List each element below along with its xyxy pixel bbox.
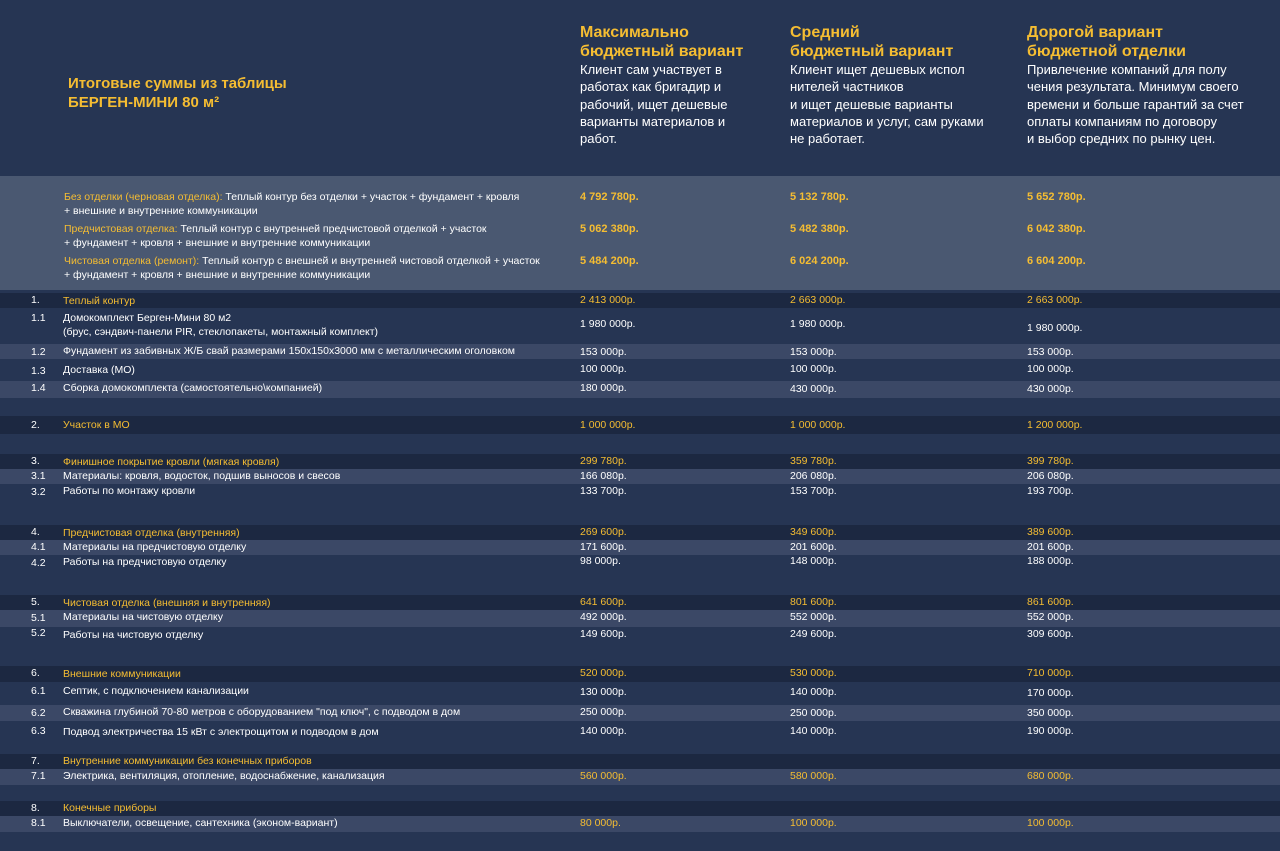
column-description: Клиент ищет дешевых испол нителей частников и ищет дешевые варианты материалов и услуг, сам руками не работает. xyxy=(790,62,984,147)
summary-value: 5 652 780р. xyxy=(1027,191,1086,203)
row-number: 2. xyxy=(31,419,40,431)
summary-value: 4 792 780р. xyxy=(580,191,639,203)
table-row xyxy=(0,627,1280,643)
row-number: 5. xyxy=(31,596,40,608)
row-value: 1 000 000р. xyxy=(580,419,636,431)
row-value: 1 200 000р. xyxy=(1027,419,1083,431)
table-row xyxy=(0,484,1280,499)
row-value: 861 600р. xyxy=(1027,596,1074,608)
table-row-section-8 xyxy=(0,801,1280,816)
row-number: 1.2 xyxy=(31,346,46,358)
row-value: 100 000р. xyxy=(1027,817,1074,829)
row-value: 349 600р. xyxy=(790,526,837,538)
row-value: 359 780р. xyxy=(790,455,837,467)
row-value: 153 000р. xyxy=(580,346,627,358)
row-value: 193 700р. xyxy=(1027,485,1074,497)
column-description: Привлечение компаний для полу чения результата. Минимум своего времени и больше гарантий за счет оплаты компаниям по договору и выбор средних по рынку цен. xyxy=(1027,62,1244,147)
row-value: 430 000р. xyxy=(790,383,837,395)
summary-label-text2: + фундамент + кровля + внешние и внутренние коммуникации xyxy=(64,237,371,249)
row-value: 153 700р. xyxy=(790,485,837,497)
row-label: Работы на предчистовую отделку xyxy=(63,556,227,568)
table-row xyxy=(0,682,1280,704)
column-header-expensive xyxy=(1027,23,1244,147)
row-value: 350 000р. xyxy=(1027,707,1074,719)
row-value: 552 000р. xyxy=(1027,611,1074,623)
row-number: 1.3 xyxy=(31,365,46,377)
row-label: Чистовая отделка (внешняя и внутренняя) xyxy=(63,597,271,609)
summary-label-text: Теплый контур без отделки + участок + фундамент + кровля xyxy=(222,191,520,203)
row-label-line2: (брус, сэндвич-панели PIR, стеклопакеты, монтажный комплект) xyxy=(63,326,379,338)
row-label: Фундамент из забивных Ж/Б свай размерами 150х150х3000 мм с металлическим оголовком xyxy=(63,345,515,357)
row-number: 3.1 xyxy=(31,470,46,482)
row-label: Сборка домокомплекта (самостоятельно\компанией) xyxy=(63,382,323,394)
row-value: 309 600р. xyxy=(1027,628,1074,640)
row-label: Материалы на предчистовую отделку xyxy=(63,541,247,553)
row-value: 249 600р. xyxy=(790,628,837,640)
page-title-line2: БЕРГЕН-МИНИ 80 м² xyxy=(68,94,220,111)
summary-value: 6 042 380р. xyxy=(1027,223,1086,235)
table-header xyxy=(0,0,1280,176)
row-label: Электрика, вентиляция, отопление, водоснабжение, канализация xyxy=(63,770,385,782)
row-value: 680 000р. xyxy=(1027,770,1074,782)
row-value: 190 000р. xyxy=(1027,725,1074,737)
column-header-budget xyxy=(580,23,743,147)
column-title-line2: бюджетный вариант xyxy=(580,43,744,60)
row-label: Работы на чистовую отделку xyxy=(63,629,204,641)
row-label: Скважина глубиной 70-80 метров с оборудованием "под ключ", с подводом в дом xyxy=(63,706,461,718)
summary-value: 6 024 200р. xyxy=(790,255,849,267)
row-label: Участок в МО xyxy=(63,419,130,431)
row-value: 1 980 000р. xyxy=(580,318,636,330)
summary-block xyxy=(0,176,1280,290)
row-value: 133 700р. xyxy=(580,485,627,497)
table-row-section-6 xyxy=(0,666,1280,682)
row-number: 7.1 xyxy=(31,770,46,782)
row-label: Работы по монтажу кровли xyxy=(63,485,196,497)
page-title xyxy=(68,74,287,112)
row-label: Доставка (МО) xyxy=(63,364,135,376)
summary-label xyxy=(64,190,574,218)
row-value: 153 000р. xyxy=(790,346,837,358)
row-number: 4. xyxy=(31,526,40,538)
column-description: Клиент сам участвует в работах как бригадир и рабочий, ищет дешевые варианты материалов и работ. xyxy=(580,62,728,147)
row-value: 130 000р. xyxy=(580,686,627,698)
row-value: 492 000р. xyxy=(580,611,627,623)
row-value: 430 000р. xyxy=(1027,383,1074,395)
column-title-line2: бюджетный вариант xyxy=(790,43,954,60)
row-number: 1. xyxy=(31,294,40,306)
table-row xyxy=(0,610,1280,627)
column-header-medium xyxy=(790,23,984,147)
table-row xyxy=(0,381,1280,398)
row-value: 140 000р. xyxy=(580,725,627,737)
row-value: 1 980 000р. xyxy=(790,318,846,330)
summary-value: 5 484 200р. xyxy=(580,255,639,267)
summary-label xyxy=(64,222,574,250)
row-value: 269 600р. xyxy=(580,526,627,538)
row-number: 1.4 xyxy=(31,382,46,394)
summary-value: 5 482 380р. xyxy=(790,223,849,235)
summary-value: 5 062 380р. xyxy=(580,223,639,235)
row-value: 170 000р. xyxy=(1027,687,1074,699)
row-value: 552 000р. xyxy=(790,611,837,623)
row-number: 6.2 xyxy=(31,707,46,719)
table-row-section-1 xyxy=(0,293,1280,308)
summary-label-text2: + внешние и внутренние коммуникации xyxy=(64,205,258,217)
table-row-section-4 xyxy=(0,525,1280,540)
table-row xyxy=(0,469,1280,484)
row-label xyxy=(63,311,378,339)
summary-label-highlight: Без отделки (черновая отделка): xyxy=(64,191,223,203)
row-number: 6. xyxy=(31,667,40,679)
row-value: 1 980 000р. xyxy=(1027,322,1083,334)
row-value: 149 600р. xyxy=(580,628,627,640)
table-row xyxy=(0,344,1280,359)
row-value: 399 780р. xyxy=(1027,455,1074,467)
row-number: 6.3 xyxy=(31,725,46,737)
table-row xyxy=(0,308,1280,342)
row-value: 140 000р. xyxy=(790,725,837,737)
table-row xyxy=(0,555,1280,570)
summary-label-text2: + фундамент + кровля + внешние и внутренние коммуникации xyxy=(64,269,371,281)
row-value: 140 000р. xyxy=(790,686,837,698)
summary-label-highlight: Предчистовая отделка: xyxy=(64,223,178,235)
row-value: 2 663 000р. xyxy=(1027,294,1083,306)
row-value: 201 600р. xyxy=(790,541,837,553)
row-value: 201 600р. xyxy=(1027,541,1074,553)
row-number: 8.1 xyxy=(31,817,46,829)
row-value: 148 000р. xyxy=(790,555,837,567)
row-value: 250 000р. xyxy=(790,707,837,719)
row-label: Теплый контур xyxy=(63,295,136,307)
row-value: 1 000 000р. xyxy=(790,419,846,431)
table-row xyxy=(0,705,1280,721)
row-value: 188 000р. xyxy=(1027,555,1074,567)
row-value: 520 000р. xyxy=(580,667,627,679)
summary-row xyxy=(0,222,1280,254)
row-label-line1: Домокомплект Берген-Мини 80 м2 xyxy=(63,312,232,324)
row-number: 5.1 xyxy=(31,612,46,624)
row-value: 560 000р. xyxy=(580,770,627,782)
row-label: Конечные приборы xyxy=(63,802,157,814)
table-row-section-3 xyxy=(0,454,1280,469)
table-row-section-7 xyxy=(0,754,1280,769)
row-value: 98 000р. xyxy=(580,555,621,567)
row-value: 641 600р. xyxy=(580,596,627,608)
column-title-line2: бюджетной отделки xyxy=(1027,43,1186,60)
row-value: 710 000р. xyxy=(1027,667,1074,679)
table-row xyxy=(0,721,1280,745)
row-value: 100 000р. xyxy=(1027,363,1074,375)
row-value: 2 413 000р. xyxy=(580,294,636,306)
row-value: 166 080р. xyxy=(580,470,627,482)
summary-value: 5 132 780р. xyxy=(790,191,849,203)
row-value: 206 080р. xyxy=(790,470,837,482)
row-value: 153 000р. xyxy=(1027,346,1074,358)
row-label: Материалы: кровля, водосток, подшив выносов и свесов xyxy=(63,470,341,482)
row-number: 1.1 xyxy=(31,312,46,324)
table-row xyxy=(0,540,1280,555)
table-row-section-2 xyxy=(0,416,1280,434)
column-title-line1: Максимально xyxy=(580,24,689,41)
table-row xyxy=(0,769,1280,785)
row-label: Финишное покрытие кровли (мягкая кровля) xyxy=(63,456,280,468)
column-title-line1: Дорогой вариант xyxy=(1027,24,1163,41)
row-value: 2 663 000р. xyxy=(790,294,846,306)
summary-label-highlight: Чистовая отделка (ремонт): xyxy=(64,255,200,267)
row-value: 100 000р. xyxy=(790,817,837,829)
summary-label xyxy=(64,254,574,282)
row-value: 100 000р. xyxy=(790,363,837,375)
row-value: 80 000р. xyxy=(580,817,621,829)
row-value: 530 000р. xyxy=(790,667,837,679)
row-value: 100 000р. xyxy=(580,363,627,375)
table-row xyxy=(0,361,1280,381)
row-label: Септик, с подключением канализации xyxy=(63,685,249,697)
table-row-section-5 xyxy=(0,595,1280,610)
summary-row xyxy=(0,190,1280,222)
row-number: 6.1 xyxy=(31,685,46,697)
row-value: 250 000р. xyxy=(580,706,627,718)
summary-label-text: Теплый контур с внешней и внутренней чистовой отделкой + участок xyxy=(199,255,540,267)
row-number: 7. xyxy=(31,755,40,767)
table-row xyxy=(0,816,1280,832)
row-number: 4.2 xyxy=(31,557,46,569)
row-value: 180 000р. xyxy=(580,382,627,394)
row-value: 801 600р. xyxy=(790,596,837,608)
row-number: 5.2 xyxy=(31,627,46,639)
summary-value: 6 604 200р. xyxy=(1027,255,1086,267)
row-number: 4.1 xyxy=(31,541,46,553)
row-value: 171 600р. xyxy=(580,541,627,553)
row-value: 389 600р. xyxy=(1027,526,1074,538)
row-label: Выключатели, освещение, сантехника (эконом-вариант) xyxy=(63,817,338,829)
row-number: 3.2 xyxy=(31,486,46,498)
row-value: 580 000р. xyxy=(790,770,837,782)
row-label: Предчистовая отделка (внутренняя) xyxy=(63,527,240,539)
row-value: 299 780р. xyxy=(580,455,627,467)
column-title-line1: Средний xyxy=(790,24,860,41)
row-number: 8. xyxy=(31,802,40,814)
row-value: 206 080р. xyxy=(1027,470,1074,482)
row-label: Материалы на чистовую отделку xyxy=(63,611,223,623)
row-label: Внешние коммуникации xyxy=(63,668,181,680)
page-title-line1: Итоговые суммы из таблицы xyxy=(68,75,287,92)
summary-row xyxy=(0,254,1280,286)
row-label: Внутренние коммуникации без конечных приборов xyxy=(63,755,312,767)
row-number: 3. xyxy=(31,455,40,467)
summary-label-text: Теплый контур с внутренней предчистовой отделкой + участок xyxy=(177,223,487,235)
row-label: Подвод электричества 15 кВт с электрощитом и подводом в дом xyxy=(63,726,379,738)
